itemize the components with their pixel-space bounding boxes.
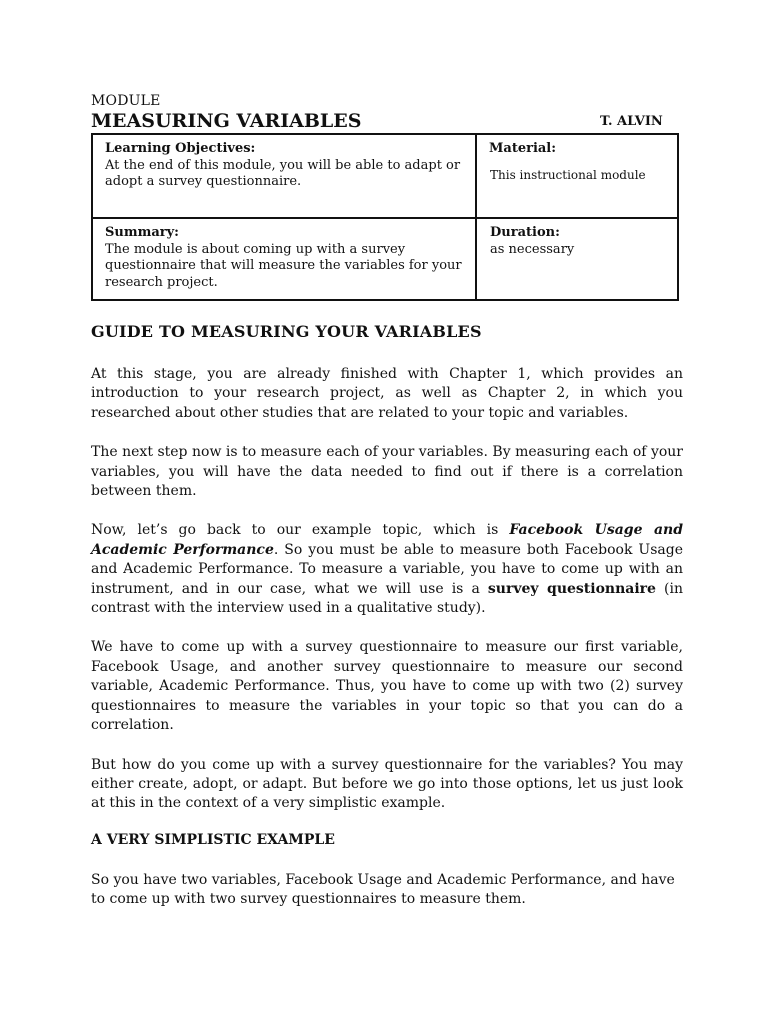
guide-paragraph-1: At this stage, you are already finished with Chapter 1, which provides an introduction to your research project, as well as Chapter 2, in which you researched about other studies that are related to your topic and variables. <box>91 366 683 421</box>
paragraph-3-intro: Now, let’s go back to our example topic, which is <box>91 522 510 539</box>
summary-cell <box>92 218 476 300</box>
guide-paragraph-3 <box>91 521 683 618</box>
paragraph-3-end: (in contrast with the interview used in a qualitative study). <box>91 580 684 617</box>
summary-label: Summary: <box>105 225 179 240</box>
learning-objectives-label: Learning Objectives: <box>105 141 256 156</box>
learning-objectives-text: At the end of this module, you will be able to adapt or adopt a survey questionnaire. <box>105 157 461 189</box>
page-title: MEASURING VARIABLES <box>91 110 362 132</box>
material-cell <box>476 134 678 218</box>
duration-cell <box>476 218 678 300</box>
example-topic: Facebook Usage and Academic Performance <box>91 522 683 558</box>
learning-objectives-cell <box>92 134 476 218</box>
instrument-term: survey questionnaire <box>487 580 656 597</box>
title-row <box>91 110 683 132</box>
paragraph-3-mid: . So you must be able to measure both Facebook Usage and Academic Performance. To measure a variable, you have to come up with an instrument, and in our case, what we will use is a <box>91 541 683 597</box>
author-name: T. ALVIN <box>600 114 663 129</box>
guide-paragraph-4: We have to come up with a survey questionnaire to measure our first variable, Facebook Usage, and another survey questionnaire to measure our second variable, Academic Performance. Thus, you have to come up with two (2) survey questionnaires to measure the variables in your topic so that you can do a correlation. <box>91 639 683 734</box>
document-page <box>91 92 683 910</box>
guide-paragraph-2: The next step now is to measure each of your variables. By measuring each of your variables, you will have the data needed to find out if there is a correlation between them. <box>91 444 683 500</box>
guide-paragraph-5: But how do you come up with a survey questionnaire for the variables? You may either create, adopt, or adapt. But before we go into those options, let us just look at this in the context of a very simplistic example. <box>91 756 683 812</box>
module-info-table <box>91 133 679 301</box>
material-label: Material: <box>489 141 557 156</box>
duration-label: Duration: <box>490 225 560 240</box>
example-heading: A VERY SIMPLISTIC EXAMPLE <box>91 831 335 848</box>
example-paragraph-1: So you have two variables, Facebook Usage and Academic Performance, and have to come up with two survey questionnaires to measure them. <box>91 871 675 908</box>
info-row-top <box>92 134 678 218</box>
duration-text: as necessary <box>490 241 575 257</box>
module-label: MODULE <box>91 93 161 109</box>
material-text: This instructional module <box>490 167 646 182</box>
info-row-bottom <box>92 218 678 300</box>
guide-heading: GUIDE TO MEASURING YOUR VARIABLES <box>91 322 482 341</box>
summary-text: The module is about coming up with a survey questionnaire that will measure the variables for your research project. <box>105 241 462 290</box>
